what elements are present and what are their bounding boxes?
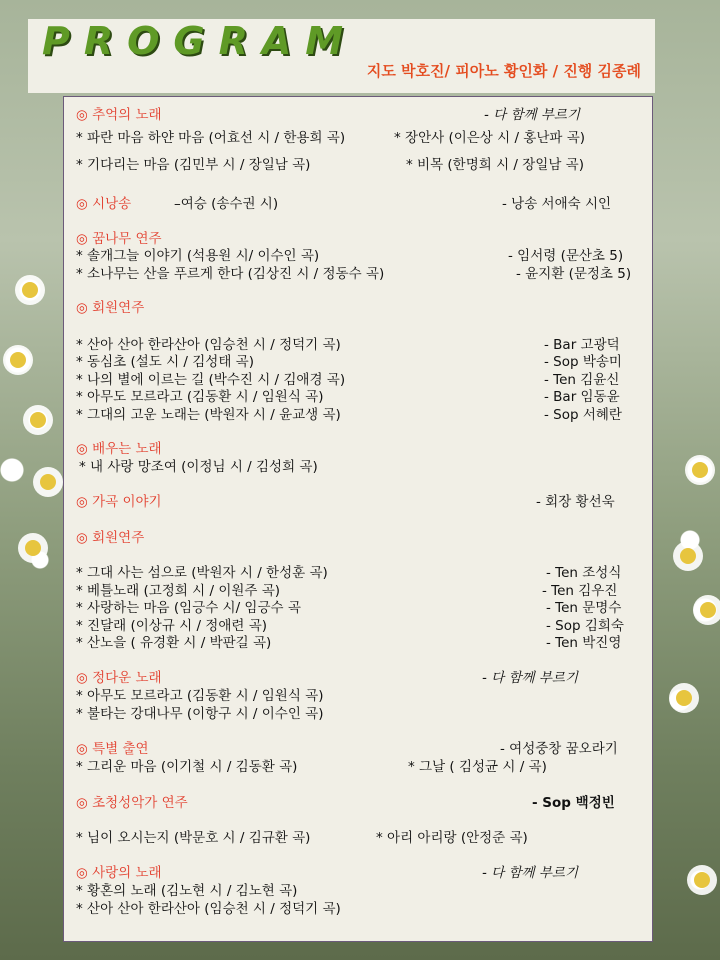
section-title: ◎ 시낭송 xyxy=(76,196,132,212)
section-note: - 낭송 서애숙 시인 xyxy=(502,196,612,212)
song-item: * 아리 아리랑 (안정준 곡) xyxy=(376,830,528,846)
section-note: - 다 함께 부르기 xyxy=(482,865,578,881)
section-note: - 회장 황선욱 xyxy=(536,494,615,510)
section-note: - 다 함께 부르기 xyxy=(484,107,580,123)
program-panel xyxy=(63,96,653,942)
song-item: * 나의 별에 이르는 길 (박수진 시 / 김애경 곡) xyxy=(76,372,346,388)
section-title: ◎ 초청성악가 연주 xyxy=(76,795,188,811)
section-title: ◎ 회원연주 xyxy=(76,300,145,316)
song-item: * 산아 산아 한라산아 (임승천 시 / 정덕기 곡) xyxy=(76,337,341,353)
daisy-decoration xyxy=(692,462,708,478)
daisy-decoration xyxy=(676,690,692,706)
song-item: * 그대 사는 섬으로 (박원자 시 / 한성훈 곡) xyxy=(76,565,328,581)
song-item: * 님이 오시는지 (박문호 시 / 김규환 곡) xyxy=(76,830,311,846)
performer: - 윤지환 (문정초 5) xyxy=(516,266,632,282)
performer: - 임서령 (문산초 5) xyxy=(508,248,624,264)
section-title: ◎ 꿈나무 연주 xyxy=(76,231,162,247)
section-note: - 다 함께 부르기 xyxy=(482,670,578,686)
section-title: ◎ 정다운 노래 xyxy=(76,670,162,686)
song-item: * 산아 산아 한라산아 (임승천 시 / 정덕기 곡) xyxy=(76,901,341,917)
daisy-decoration xyxy=(22,282,38,298)
daisy-decoration xyxy=(680,548,696,564)
song-item: * 진달래 (이상규 시 / 정애련 곡) xyxy=(76,618,268,634)
song-item: * 아무도 모르라고 (김동환 시 / 임원식 곡) xyxy=(76,389,324,405)
section-note: - Sop 백정빈 xyxy=(532,795,615,811)
section-title: ◎ 배우는 노래 xyxy=(76,441,162,457)
section-note: - 여성중창 꿈오라기 xyxy=(500,741,618,757)
performer: - Sop 박송미 xyxy=(544,354,622,370)
performer: - Ten 김윤신 xyxy=(544,372,620,388)
daisy-decoration xyxy=(10,352,26,368)
performer: - Ten 문명수 xyxy=(546,600,622,616)
song-item: * 동심초 (설도 시 / 김성태 곡) xyxy=(76,354,254,370)
program-header xyxy=(28,19,655,93)
performer: - Bar 임동윤 xyxy=(544,389,620,405)
song-item: * 기다리는 마음 (김민부 시 / 장일남 곡) xyxy=(76,157,311,173)
daisy-decoration xyxy=(700,602,716,618)
song-item: * 산노을 ( 유경환 시 / 박판길 곡) xyxy=(76,635,272,651)
daisy-decoration xyxy=(30,412,46,428)
song-item: * 황혼의 노래 (김노현 시 / 김노현 곡) xyxy=(76,883,298,899)
song-item: * 사랑하는 마음 (임긍수 시/ 임긍수 곡 xyxy=(76,600,301,616)
song-item: * 파란 마음 하얀 마음 (어효선 시 / 한용희 곡) xyxy=(76,130,346,146)
section-title: ◎ 특별 출연 xyxy=(76,741,149,757)
song-item: * 아무도 모르라고 (김동환 시 / 임원식 곡) xyxy=(76,688,324,704)
song-item: * 소나무는 산을 푸르게 한다 (김상진 시 / 정동수 곡) xyxy=(76,266,385,282)
section-title: ◎ 사랑의 노래 xyxy=(76,865,162,881)
song-item: * 그리운 마음 (이기철 시 / 김동환 곡) xyxy=(76,759,298,775)
section-title: ◎ 회원연주 xyxy=(76,530,145,546)
performer: - Ten 김우진 xyxy=(542,583,618,599)
song-item: * 그대의 고운 노래는 (박원자 시 / 윤교생 곡) xyxy=(76,407,341,423)
song-item: * 불타는 강대나무 (이항구 시 / 이수인 곡) xyxy=(76,706,324,722)
song-item: * 그날 ( 김성균 시 / 곡) xyxy=(408,759,547,775)
page-title: PROGRAM xyxy=(42,19,358,63)
song-item: * 내 사랑 망조여 (이정님 시 / 김성희 곡) xyxy=(79,459,318,475)
daisy-decoration xyxy=(694,872,710,888)
performer: - Ten 조성식 xyxy=(546,565,622,581)
song-item: * 베틀노래 (고정희 시 / 이원주 곡) xyxy=(76,583,281,599)
performer: - Sop 김희숙 xyxy=(546,618,624,634)
song-item: * 장안사 (이은상 시 / 홍난파 곡) xyxy=(394,130,586,146)
credits-line: 지도 박호진/ 피아노 황인화 / 진행 김종례 xyxy=(366,62,641,80)
poem-item: –여승 (송수권 시) xyxy=(174,196,279,212)
song-item: * 솔개그늘 이야기 (석용원 시/ 이수인 곡) xyxy=(76,248,320,264)
section-title: ◎ 추억의 노래 xyxy=(76,107,162,123)
section-title: ◎ 가곡 이야기 xyxy=(76,494,162,510)
daisy-decoration xyxy=(40,474,56,490)
performer: - Bar 고광덕 xyxy=(544,337,620,353)
performer: - Sop 서혜란 xyxy=(544,407,622,423)
daisy-decoration xyxy=(25,540,41,556)
song-item: * 비목 (한명희 시 / 장일남 곡) xyxy=(406,157,584,173)
performer: - Ten 박진영 xyxy=(546,635,622,651)
